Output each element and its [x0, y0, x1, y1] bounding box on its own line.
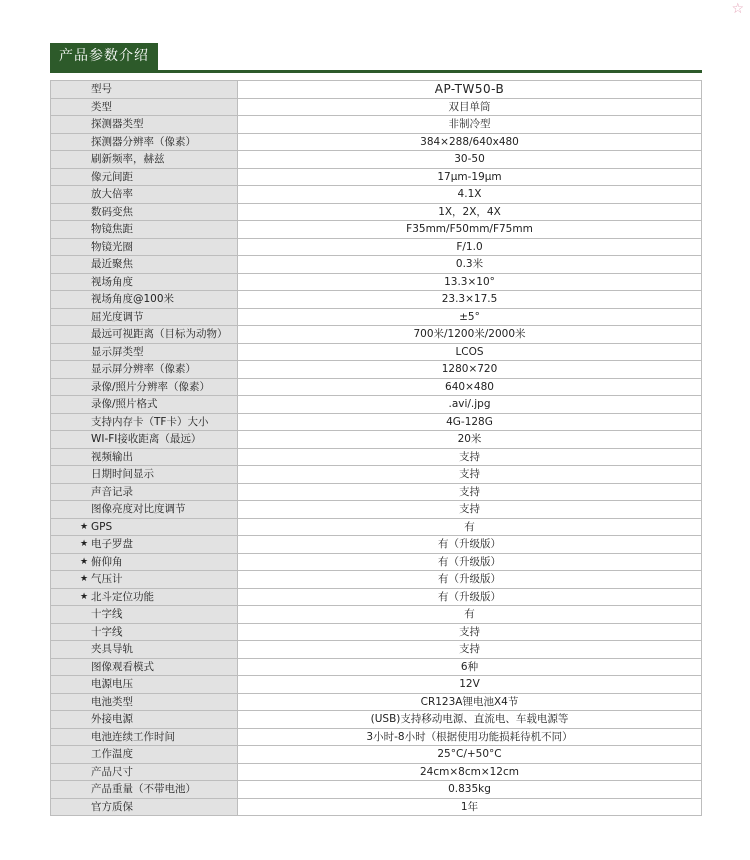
spec-label-cell	[51, 501, 238, 519]
spec-label: 物镜焦距	[91, 223, 133, 235]
spec-label: 官方质保	[91, 800, 133, 813]
spec-label-cell	[51, 641, 238, 659]
spec-label: 数码变焦	[91, 205, 133, 218]
table-row	[51, 623, 702, 641]
spec-label: 物镜光圈	[91, 240, 133, 253]
spec-value: 384×288/640x480	[238, 133, 702, 151]
spec-value: 17μm-19μm	[238, 168, 702, 186]
table-row	[51, 518, 702, 536]
spec-label: 探测器类型	[91, 118, 144, 130]
spec-label: GPS	[91, 520, 113, 533]
table-row	[51, 116, 702, 134]
spec-value: LCOS	[238, 343, 702, 361]
spec-value: 支持	[238, 448, 702, 466]
spec-label-cell	[51, 588, 238, 606]
spec-label: 电池类型	[91, 695, 133, 708]
spec-value: 6种	[238, 658, 702, 676]
star-icon: ★	[80, 556, 89, 567]
table-row	[51, 606, 702, 624]
table-row	[51, 466, 702, 484]
spec-value: 24cm×8cm×12cm	[238, 763, 702, 781]
spec-value: F35mm/F50mm/F75mm	[238, 221, 702, 239]
spec-table-body	[51, 81, 702, 816]
table-row	[51, 711, 702, 729]
spec-label: 屈光度调节	[91, 310, 144, 323]
spec-label: 视场角度	[91, 275, 133, 288]
table-row	[51, 658, 702, 676]
star-icon: ★	[80, 539, 89, 549]
table-row	[51, 676, 702, 694]
spec-label-cell	[51, 536, 238, 554]
table-row	[51, 746, 702, 764]
spec-label: 图像观看模式	[91, 660, 154, 673]
table-row	[51, 378, 702, 396]
table-row	[51, 308, 702, 326]
table-row	[51, 536, 702, 554]
spec-label: 类型	[91, 100, 112, 113]
spec-label-cell	[51, 483, 238, 501]
star-icon: ★	[80, 574, 89, 584]
table-row	[51, 291, 702, 309]
spec-label-cell	[51, 291, 238, 309]
table-row	[51, 326, 702, 344]
table-row	[51, 343, 702, 361]
spec-label: 最近聚焦	[91, 258, 133, 270]
spec-value: F/1.0	[238, 238, 702, 256]
star-icon: ★	[80, 591, 89, 602]
table-row	[51, 238, 702, 256]
spec-value: 23.3×17.5	[238, 291, 702, 309]
spec-value: AP-TW50-B	[238, 81, 702, 99]
table-row	[51, 203, 702, 221]
spec-value: 30-50	[238, 151, 702, 169]
table-row	[51, 221, 702, 239]
spec-label-cell	[51, 518, 238, 536]
spec-label: 视场角度@100米	[91, 293, 175, 305]
star-icon: ★	[80, 521, 89, 532]
table-row	[51, 728, 702, 746]
spec-value: 640×480	[238, 378, 702, 396]
table-row	[51, 168, 702, 186]
spec-label-cell	[51, 693, 238, 711]
spec-label: 十字线	[91, 608, 123, 620]
spec-label: 产品尺寸	[91, 765, 133, 778]
spec-label-cell	[51, 221, 238, 239]
spec-label-cell	[51, 553, 238, 571]
spec-value: 3小时-8小时（根据使用功能损耗待机不同）	[238, 728, 702, 746]
spec-label-cell	[51, 378, 238, 396]
spec-value: 双目单筒	[238, 98, 702, 116]
table-row	[51, 501, 702, 519]
spec-label: 型号	[91, 83, 112, 95]
spec-label-cell	[51, 623, 238, 641]
spec-label: 产品重量（不带电池）	[91, 783, 196, 795]
spec-label: 声音记录	[91, 485, 133, 498]
spec-label-cell	[51, 133, 238, 151]
spec-label-cell	[51, 711, 238, 729]
table-row	[51, 186, 702, 204]
spec-value: 有（升级版）	[238, 553, 702, 571]
table-row	[51, 431, 702, 449]
spec-label-cell	[51, 326, 238, 344]
table-row	[51, 448, 702, 466]
spec-label-cell	[51, 413, 238, 431]
spec-label-cell	[51, 658, 238, 676]
table-row	[51, 781, 702, 799]
table-row	[51, 641, 702, 659]
table-row	[51, 571, 702, 589]
spec-label-cell	[51, 256, 238, 274]
spec-value: 1年	[238, 798, 702, 816]
spec-value: 支持	[238, 466, 702, 484]
section-title: 产品参数介绍	[50, 43, 158, 70]
spec-label-cell	[51, 396, 238, 414]
spec-label: 录像/照片格式	[91, 398, 158, 410]
table-row	[51, 256, 702, 274]
spec-label-cell	[51, 203, 238, 221]
table-row	[51, 763, 702, 781]
spec-label-cell	[51, 466, 238, 484]
spec-label: 显示屏类型	[91, 345, 144, 358]
spec-label: 刷新频率，赫兹	[91, 153, 165, 165]
spec-label: WI-FI接收距离（最远）	[91, 433, 202, 445]
title-divider	[50, 70, 702, 73]
spec-label: 探测器分辨率（像素）	[91, 135, 196, 148]
spec-label: 外接电源	[91, 713, 133, 725]
spec-label: 显示屏分辨率（像素）	[91, 363, 196, 375]
spec-value: 1X，2X，4X	[238, 203, 702, 221]
spec-label-cell	[51, 238, 238, 256]
spec-label: 电子罗盘	[91, 538, 133, 550]
spec-label-cell	[51, 798, 238, 816]
spec-value: 有（升级版）	[238, 588, 702, 606]
spec-value: 0.835kg	[238, 781, 702, 799]
spec-value: 支持	[238, 483, 702, 501]
spec-label-cell	[51, 116, 238, 134]
spec-label: 电源电压	[91, 678, 133, 690]
spec-label: 支持内存卡（TF卡）大小	[91, 415, 209, 428]
spec-label-cell	[51, 448, 238, 466]
spec-label: 电池连续工作时间	[91, 730, 175, 743]
spec-label: 工作温度	[91, 748, 133, 760]
spec-value: 0.3米	[238, 256, 702, 274]
spec-label-cell	[51, 343, 238, 361]
spec-label-cell	[51, 431, 238, 449]
spec-label: 图像亮度对比度调节	[91, 503, 186, 515]
spec-label: 气压计	[91, 573, 123, 585]
table-row	[51, 81, 702, 99]
spec-label-cell	[51, 571, 238, 589]
spec-label-cell	[51, 361, 238, 379]
spec-value: 12V	[238, 676, 702, 694]
spec-value: 20米	[238, 431, 702, 449]
spec-label: 日期时间显示	[91, 468, 154, 480]
spec-value: 支持	[238, 641, 702, 659]
table-row	[51, 361, 702, 379]
spec-label-cell	[51, 676, 238, 694]
spec-label: 录像/照片分辨率（像素）	[91, 380, 211, 393]
spec-label: 视频输出	[91, 450, 133, 463]
table-row	[51, 98, 702, 116]
table-row	[51, 396, 702, 414]
spec-label-cell	[51, 98, 238, 116]
spec-value: .avi/.jpg	[238, 396, 702, 414]
star-outline-icon: ☆	[731, 1, 744, 17]
spec-label: 北斗定位功能	[91, 590, 154, 603]
table-row	[51, 483, 702, 501]
spec-table	[50, 80, 702, 816]
spec-value: 4G-128G	[238, 413, 702, 431]
table-row	[51, 273, 702, 291]
spec-label: 俯仰角	[91, 555, 123, 568]
spec-value: 1280×720	[238, 361, 702, 379]
spec-label-cell	[51, 168, 238, 186]
spec-label: 夹具导轨	[91, 643, 133, 655]
spec-label-cell	[51, 151, 238, 169]
spec-label-cell	[51, 763, 238, 781]
table-row	[51, 693, 702, 711]
table-row	[51, 133, 702, 151]
spec-label: 像元间距	[91, 170, 133, 183]
table-row	[51, 588, 702, 606]
spec-label-cell	[51, 273, 238, 291]
spec-label: 放大倍率	[91, 188, 133, 200]
spec-label: 最远可视距离（目标为动物）	[91, 328, 228, 340]
spec-value: 有（升级版）	[238, 536, 702, 554]
spec-label: 十字线	[91, 625, 123, 638]
spec-label-cell	[51, 308, 238, 326]
spec-value: 13.3×10°	[238, 273, 702, 291]
spec-label-cell	[51, 186, 238, 204]
table-row	[51, 553, 702, 571]
spec-value: ±5°	[238, 308, 702, 326]
spec-value: CR123A锂电池X4节	[238, 693, 702, 711]
spec-label-cell	[51, 606, 238, 624]
spec-value: 非制冷型	[238, 116, 702, 134]
spec-value: 有（升级版）	[238, 571, 702, 589]
spec-value: 有	[238, 518, 702, 536]
spec-value: 25°C/+50°C	[238, 746, 702, 764]
table-row	[51, 151, 702, 169]
spec-value: 有	[238, 606, 702, 624]
spec-value: 4.1X	[238, 186, 702, 204]
table-row	[51, 413, 702, 431]
spec-value: 支持	[238, 623, 702, 641]
spec-label-cell	[51, 81, 238, 99]
spec-label-cell	[51, 728, 238, 746]
spec-value: (USB)支持移动电源、直流电、车载电源等	[238, 711, 702, 729]
spec-label-cell	[51, 781, 238, 799]
spec-value: 支持	[238, 501, 702, 519]
table-row	[51, 798, 702, 816]
spec-value: 700米/1200米/2000米	[238, 326, 702, 344]
spec-label-cell	[51, 746, 238, 764]
